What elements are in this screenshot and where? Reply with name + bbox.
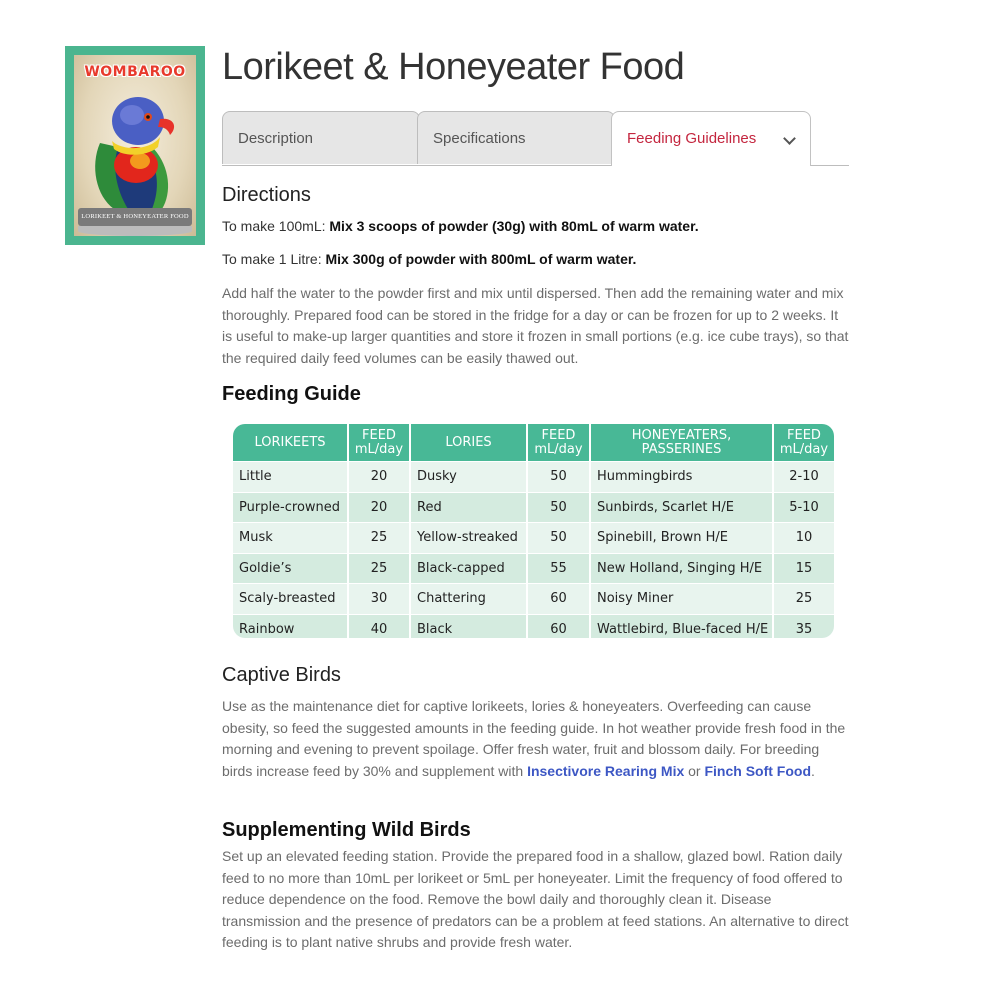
lorikeet-feed-cell: 20 bbox=[348, 462, 410, 493]
chevron-down-icon bbox=[783, 132, 796, 145]
honeyeater-feed-cell: 5-10 bbox=[773, 492, 834, 523]
directions-1l bbox=[222, 251, 636, 267]
lorikeet-name-cell: Musk bbox=[233, 523, 348, 554]
captive-birds-paragraph bbox=[222, 696, 850, 782]
captive-text-2: or bbox=[684, 762, 705, 779]
product-base bbox=[78, 226, 192, 236]
finch-soft-food-link[interactable]: Finch Soft Food bbox=[704, 762, 812, 779]
header-feed-line1: FEED bbox=[362, 427, 396, 443]
lorikeet-name-cell: Rainbow bbox=[233, 614, 348, 638]
lory-name-cell: Black bbox=[410, 614, 527, 638]
header-feed-line2: mL/day bbox=[779, 441, 829, 457]
lory-feed-cell: 50 bbox=[527, 523, 590, 554]
honeyeater-feed-cell: 25 bbox=[773, 584, 834, 615]
header-lorikeets: LORIKEETS bbox=[233, 424, 348, 462]
insectivore-rearing-mix-link[interactable]: Insectivore Rearing Mix bbox=[527, 762, 685, 779]
captive-text-1: Use as the maintenance diet for captive lorikeets, lories & honeyeaters. Overfeeding can cause obesity, so feed the suggested amounts in the feeding guide. In hot weather provide fresh food in the morning and evening to prevent spoilage. Offer fresh water, fruit and blossom daily. For breeding birds increase feed by 30% and supplement with bbox=[222, 698, 846, 779]
tab-bar bbox=[222, 111, 849, 166]
header-honeyeaters: HONEYEATERS, PASSERINES bbox=[590, 424, 773, 462]
lorikeet-feed-cell: 40 bbox=[348, 614, 410, 638]
lorikeet-name-cell: Little bbox=[233, 462, 348, 493]
tab-feeding-guidelines[interactable] bbox=[611, 111, 811, 166]
captive-text-3: . bbox=[811, 762, 815, 779]
honeyeater-feed-cell: 35 bbox=[773, 614, 834, 638]
lorikeet-illustration bbox=[82, 81, 188, 209]
lory-feed-cell: 50 bbox=[527, 462, 590, 493]
tab-description[interactable]: Description bbox=[222, 111, 420, 164]
directions-100ml-prefix: To make 100mL: bbox=[222, 218, 330, 234]
honeyeater-feed-cell: 2-10 bbox=[773, 462, 834, 493]
directions-100ml bbox=[222, 218, 699, 234]
header-feed-line2: mL/day bbox=[534, 441, 583, 457]
lory-name-cell: Black-capped bbox=[410, 553, 527, 584]
captive-birds-heading: Captive Birds bbox=[222, 664, 341, 686]
lorikeet-feed-cell: 20 bbox=[348, 492, 410, 523]
lorikeet-name-cell: Goldie’s bbox=[233, 553, 348, 584]
feeding-guide-heading: Feeding Guide bbox=[222, 383, 361, 405]
honeyeater-feed-cell: 15 bbox=[773, 553, 834, 584]
lory-feed-cell: 60 bbox=[527, 614, 590, 638]
header-feed-line1: FEED bbox=[541, 427, 576, 443]
lorikeet-name-cell: Purple-crowned bbox=[233, 492, 348, 523]
honeyeater-name-cell: Wattlebird, Blue-faced H/E bbox=[590, 614, 773, 638]
lory-name-cell: Red bbox=[410, 492, 527, 523]
tab-specifications[interactable]: Specifications bbox=[417, 111, 615, 164]
product-label: LORIKEET & HONEYEATER FOOD bbox=[78, 208, 192, 226]
lory-name-cell: Dusky bbox=[410, 462, 527, 493]
header-feed bbox=[773, 424, 834, 462]
feeding-guide-table bbox=[233, 424, 834, 638]
lorikeet-feed-cell: 25 bbox=[348, 553, 410, 584]
honeyeater-name-cell: Sunbirds, Scarlet H/E bbox=[590, 492, 773, 523]
honeyeater-feed-cell: 10 bbox=[773, 523, 834, 554]
honeyeater-name-cell: New Holland, Singing H/E bbox=[590, 553, 773, 584]
lorikeet-feed-cell: 25 bbox=[348, 523, 410, 554]
directions-1l-instruction: Mix 300g of powder with 800mL of warm water. bbox=[325, 251, 637, 267]
lory-name-cell: Yellow-streaked bbox=[410, 523, 527, 554]
table-row bbox=[233, 553, 834, 584]
header-feed-line1: FEED bbox=[787, 427, 821, 443]
wild-birds-paragraph: Set up an elevated feeding station. Provide the prepared food in a shallow, glazed bowl. Ration daily feed to no more than 10mL per lorikeet or 5mL per honeyeater. Limit the frequency of food offered to reduce dependence on the food. Remove the bowl daily and thoroughly clean it. Disease transmission and the presence of predators can be a problem at feed stations. An alternative to direct feeding is to plant native shrubs and provide fresh water. bbox=[222, 848, 849, 950]
lorikeet-feed-cell: 30 bbox=[348, 584, 410, 615]
product-image[interactable] bbox=[65, 46, 205, 245]
directions-100ml-instruction: Mix 3 scoops of powder (30g) with 80mL of warm water. bbox=[329, 218, 699, 234]
honeyeater-name-cell: Noisy Miner bbox=[590, 584, 773, 615]
lorikeet-name-cell: Scaly-breasted bbox=[233, 584, 348, 615]
table-row bbox=[233, 523, 834, 554]
header-feed bbox=[348, 424, 410, 462]
honeyeater-name-cell: Spinebill, Brown H/E bbox=[590, 523, 773, 554]
table-row bbox=[233, 614, 834, 638]
product-package bbox=[74, 55, 196, 236]
lory-feed-cell: 60 bbox=[527, 584, 590, 615]
directions-1l-prefix: To make 1 Litre: bbox=[222, 251, 326, 267]
table-row bbox=[233, 492, 834, 523]
lory-feed-cell: 50 bbox=[527, 492, 590, 523]
wild-birds-heading: Supplementing Wild Birds bbox=[222, 819, 471, 841]
lory-name-cell: Chattering bbox=[410, 584, 527, 615]
directions-heading: Directions bbox=[222, 184, 311, 206]
table-body bbox=[233, 462, 834, 639]
table-row bbox=[233, 584, 834, 615]
honeyeater-name-cell: Hummingbirds bbox=[590, 462, 773, 493]
table-header-row bbox=[233, 424, 834, 462]
header-feed bbox=[527, 424, 590, 462]
table-row bbox=[233, 462, 834, 493]
page-title: Lorikeet & Honeyeater Food bbox=[222, 46, 685, 88]
brand-logo: WOMBAROO bbox=[84, 64, 186, 80]
directions-paragraph: Add half the water to the powder first and mix until dispersed. Then add the remaining water and mix thoroughly. Prepared food can be stored in the fridge for a day or can be frozen for up to 2 weeks. It is useful to make-up larger quantities and store it frozen in small portions (e.g. ice cube trays), so that the required daily feed volumes can be easily thawed out. bbox=[222, 285, 849, 366]
header-lories: LORIES bbox=[410, 424, 527, 462]
header-feed-line2: mL/day bbox=[354, 441, 404, 457]
tab-feeding-guidelines-label: Feeding Guidelines bbox=[627, 130, 757, 147]
lory-feed-cell: 55 bbox=[527, 553, 590, 584]
